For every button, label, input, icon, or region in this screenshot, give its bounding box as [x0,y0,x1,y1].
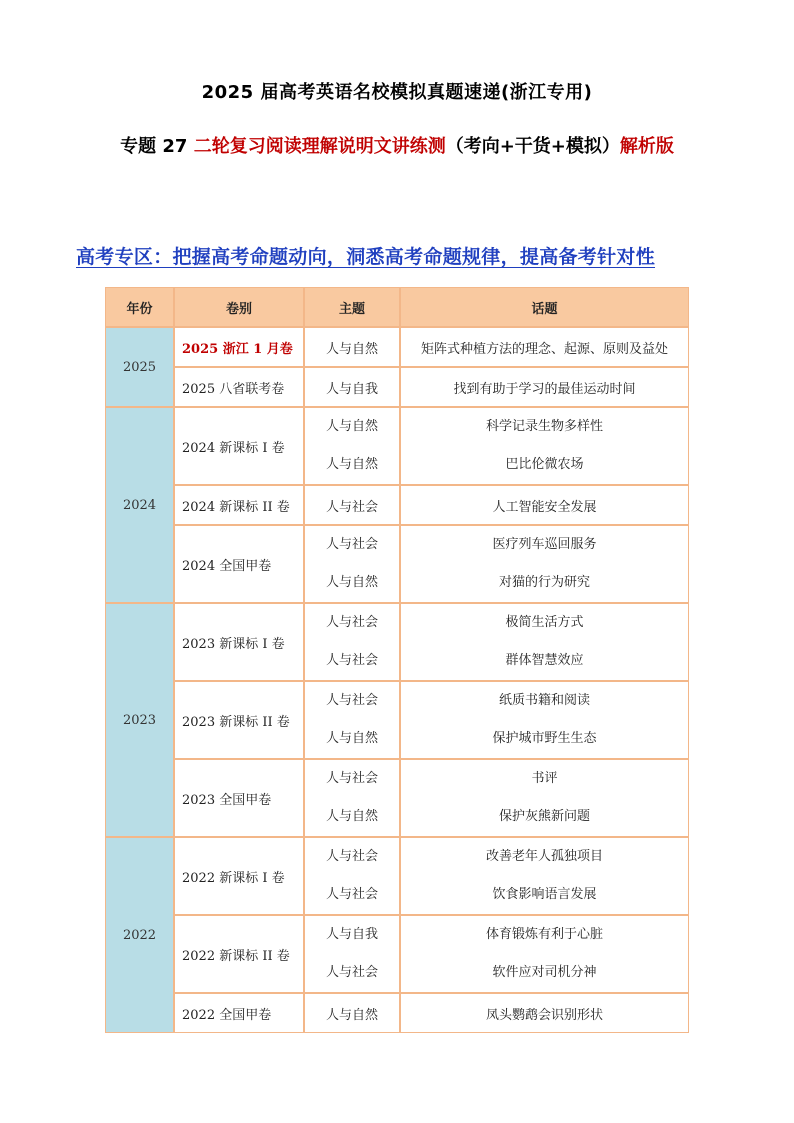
paper-cell: 2025 八省联考卷 [174,367,304,407]
theme-cell: 人与自我 [304,367,400,407]
section-heading: 高考专区：把握高考命题动向，洞悉高考命题规律，提高备考针对性 [76,246,656,268]
paper-cell: 2024 新课标 I 卷 [174,407,304,485]
paper-cell: 2025 浙江 1 月卷 [174,327,304,367]
year-cell: 2023 [105,603,174,837]
topic-cell-line: 科学记录生物多样性 [485,419,603,434]
theme-cell-line: 人与社会 [325,849,378,864]
topic-cell-line: 保护灰熊新问题 [498,809,590,824]
exam-topics-table [105,287,689,1033]
topic-cell: 矩阵式种植方法的理念、起源、原则及益处 [400,327,689,367]
topic-cell [400,915,689,993]
theme-cell-line: 人与自然 [325,575,378,590]
subtitle-prefix: 专题 27 [120,136,194,157]
table-row [105,681,689,759]
theme-cell: 人与社会 [304,485,400,525]
topic-cell-line: 对猫的行为研究 [498,575,590,590]
theme-cell [304,603,400,681]
topic-cell-line: 改善老年人孤独项目 [485,849,603,864]
theme-cell-line: 人与自然 [325,419,378,434]
year-cell: 2024 [105,407,174,603]
theme-cell-line: 人与自我 [325,927,378,942]
topic-cell [400,837,689,915]
theme-cell-line: 人与自然 [325,731,378,746]
table-row [105,367,689,407]
paper-cell: 2022 新课标 II 卷 [174,915,304,993]
topic-cell [400,525,689,603]
column-header-paper: 卷别 [174,287,304,327]
paper-cell: 2024 新课标 II 卷 [174,485,304,525]
table-row [105,915,689,993]
theme-cell-line: 人与社会 [325,965,378,980]
topic-cell-line: 饮食影响语言发展 [492,887,597,902]
paper-cell: 2022 新课标 I 卷 [174,837,304,915]
theme-cell-line: 人与社会 [325,887,378,902]
table-header-row [105,287,689,327]
column-header-theme: 主题 [304,287,400,327]
topic-cell-line: 书评 [531,771,558,786]
subtitle-scope: （考向+干货+模拟） [445,136,620,157]
table-row [105,327,689,367]
topic-cell: 找到有助于学习的最佳运动时间 [400,367,689,407]
paper-cell: 2023 全国甲卷 [174,759,304,837]
theme-cell [304,915,400,993]
table-row [105,485,689,525]
column-header-topic: 话题 [400,287,689,327]
topic-cell: 人工智能安全发展 [400,485,689,525]
topic-cell [400,603,689,681]
topic-cell-line: 软件应对司机分神 [492,965,597,980]
column-header-year: 年份 [105,287,174,327]
topic-cell-line: 群体智慧效应 [505,653,584,668]
table-body [105,327,689,1033]
topic-cell [400,407,689,485]
theme-cell-line: 人与社会 [325,615,378,630]
paper-cell: 2024 全国甲卷 [174,525,304,603]
table-row [105,603,689,681]
topic-cell-line: 体育锻炼有利于心脏 [485,927,603,942]
table-row [105,837,689,915]
theme-cell-line: 人与社会 [325,537,378,552]
document-subtitle [0,132,794,158]
topic-cell-line: 极简生活方式 [505,615,584,630]
table-row [105,759,689,837]
topic-cell-line: 医疗列车巡回服务 [492,537,597,552]
subtitle-version: 解析版 [619,136,674,157]
theme-cell [304,759,400,837]
table-row [105,525,689,603]
theme-cell-line: 人与自然 [325,809,378,824]
subtitle-topic: 二轮复习阅读理解说明文讲练测 [193,136,446,157]
theme-cell [304,681,400,759]
year-cell: 2022 [105,837,174,1033]
theme-cell-line: 人与社会 [325,693,378,708]
year-cell: 2025 [105,327,174,407]
topic-cell-line: 保护城市野生生态 [492,731,597,746]
table-row [105,993,689,1033]
document-title: 2025 届高考英语名校模拟真题速递(浙江专用) [201,82,593,103]
theme-cell-line: 人与社会 [325,653,378,668]
paper-cell: 2023 新课标 II 卷 [174,681,304,759]
theme-cell-line: 人与社会 [325,771,378,786]
theme-cell-line: 人与自然 [325,457,378,472]
theme-cell [304,525,400,603]
paper-cell: 2023 新课标 I 卷 [174,603,304,681]
topic-cell: 凤头鹦鹉会识别形状 [400,993,689,1033]
theme-cell [304,407,400,485]
topic-cell-line: 纸质书籍和阅读 [498,693,590,708]
table-row [105,407,689,485]
topic-cell [400,759,689,837]
paper-cell: 2022 全国甲卷 [174,993,304,1033]
theme-cell: 人与自然 [304,327,400,367]
topic-cell-line: 巴比伦微农场 [505,457,584,472]
theme-cell [304,837,400,915]
topic-cell [400,681,689,759]
theme-cell: 人与自然 [304,993,400,1033]
